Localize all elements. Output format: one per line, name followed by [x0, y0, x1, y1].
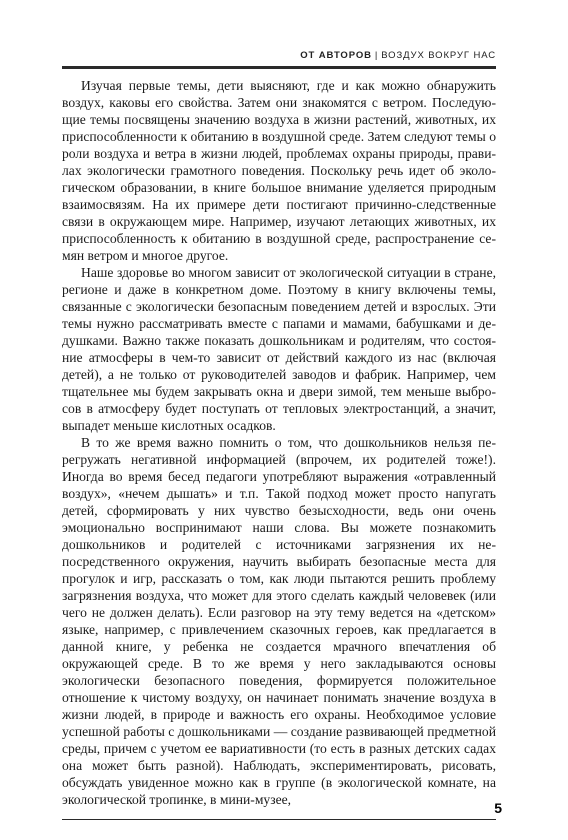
- running-header: [62, 50, 496, 62]
- paragraph-2: Наше здоровье во многом зависит от экологической ситуации в стране, регионе и даже в конкретном доме. Поэтому в книгу включены темы, связанные с экологически безопасным поведением детей и взрослых. Эти темы нужно рассматривать вместе с папами и мамами, бабушками и дедушками. Важно также показать дошкольникам и родителям, что состояние атмосферы в чем-то зависит от действий каждого из нас (включая детей), а не только от руководителей заводов и фабрик. Например, чем тщательнее мы будем закрывать окна и двери зимой, тем меньше выбросов в атмосферу будет поступать от тепловых электростанций, а значит, выпадет меньше кислотных осадков.: [62, 265, 496, 433]
- paragraph-1: Изучая первые темы, дети выясняют, где и как можно обнаружить воздух, каковы его свойства. Затем они знакомятся с ветром. Последующие темы посвящены значению воздуха в жизни растений, животных, их приспособленности к обитанию в воздушной среде. Затем следуют темы о роли воздуха и ветра в жизни людей, проблемах охраны природы, правилах экологически грамотного поведения. Поскольку речь идет об экологическом образовании, в книге большое внимание уделяется природным взаимосвязям. На их примере дети постигают причинно-следственные связи в окружающем мире. Например, изучают летающих животных, их приспособленность к обитанию в воздушной среде, распространение семян ветром и многое другое.: [62, 78, 496, 263]
- page-number: 5: [494, 800, 502, 816]
- body-text: [62, 77, 496, 808]
- header-section-title: ОТ АВТОРОВ: [300, 50, 372, 61]
- paragraph-3: В то же время важно помнить о том, что дошкольников нельзя перегружать негативной информацией (впрочем, их родителей тоже!). Иногда во время бесед педагоги употребляют выражения «отравленный воздух», «нечем дышать» и т.п. Такой подход может просто напугать детей, сформировать у них чувство безысходности, ведь они очень эмоционально воспринимают наши слова. Вы можете познакомить дошкольников и родителей с источниками загрязнения их непосредственного окружения, научить выбирать безопасные места для прогулок и игр, рассказать о том, как люди пытаются решить проблему загрязнения воздуха, что может для этого сделать каждый человевек (или чего не должен делать). Если разговор на эту тему ведется на «детском» языке, например, с привлечением сказочных героев, как предлагается в данной книге, у ребенка не создается мрачного впечатления об окружающей среде. В то же время у него закладываются основы экологически безопасного поведения, формируется положительное отношение к чистому воздуху, он начинает понимать значение воздуха в жизни людей, в природе и важность его охраны. Необходимое условие успешной работы с дошкольниками — создание развивающей предметной среды, причем с учетом ее вариативности (то есть в разных детских садах она может быть разной). Наблюдать, экспериментировать, рисовать, обсуждать увиденное можно как в группе (в экологической комнате, на экологической тропинке, в мини-музее,: [62, 435, 496, 807]
- header-chapter-title: ВОЗДУХ ВОКРУГ НАС: [381, 50, 496, 61]
- header-separator: |: [374, 50, 379, 61]
- footer-rule: [62, 819, 496, 820]
- header-rule: [62, 66, 496, 69]
